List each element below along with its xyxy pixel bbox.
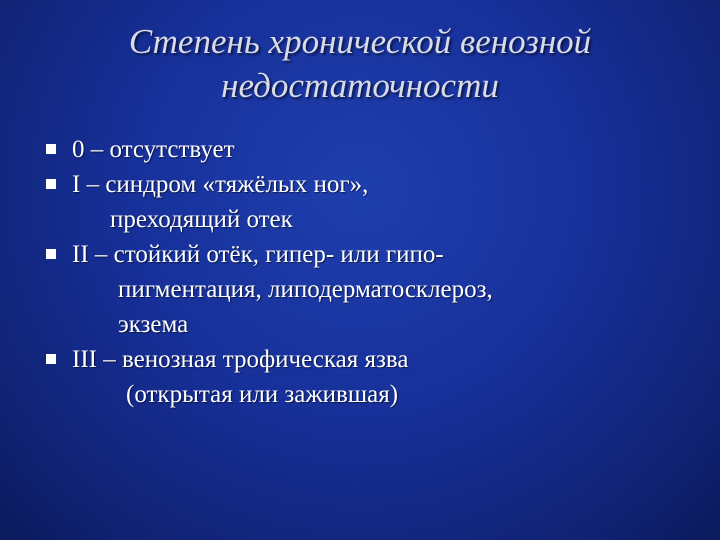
square-bullet-icon <box>46 144 56 154</box>
item-text: 0 – отсутствует <box>72 136 235 163</box>
grade-list <box>44 132 684 412</box>
item-text-continuation: экзема <box>118 311 189 338</box>
title-line-1: Степень хронической венозной <box>128 22 592 61</box>
square-bullet-icon <box>46 249 56 259</box>
title-line-2: недостаточности <box>221 66 499 105</box>
item-text: II – стойкий отёк, гипер- или гипо- <box>72 241 444 268</box>
list-item-grade-2 <box>44 237 684 342</box>
item-text: III – венозная трофическая язва <box>72 346 409 373</box>
item-text-continuation: пигментация, липодерматосклероз, <box>118 276 493 303</box>
item-text-continuation: (открытая или зажившая) <box>126 381 399 408</box>
list-item-grade-3 <box>44 342 684 412</box>
square-bullet-icon <box>46 354 56 364</box>
item-text-continuation: преходящий отек <box>110 206 293 233</box>
list-item-grade-0 <box>44 132 684 167</box>
item-text: I – синдром «тяжёлых ног», <box>72 171 369 198</box>
list-item-grade-1 <box>44 167 684 237</box>
square-bullet-icon <box>46 179 56 189</box>
slide-title <box>40 20 680 108</box>
